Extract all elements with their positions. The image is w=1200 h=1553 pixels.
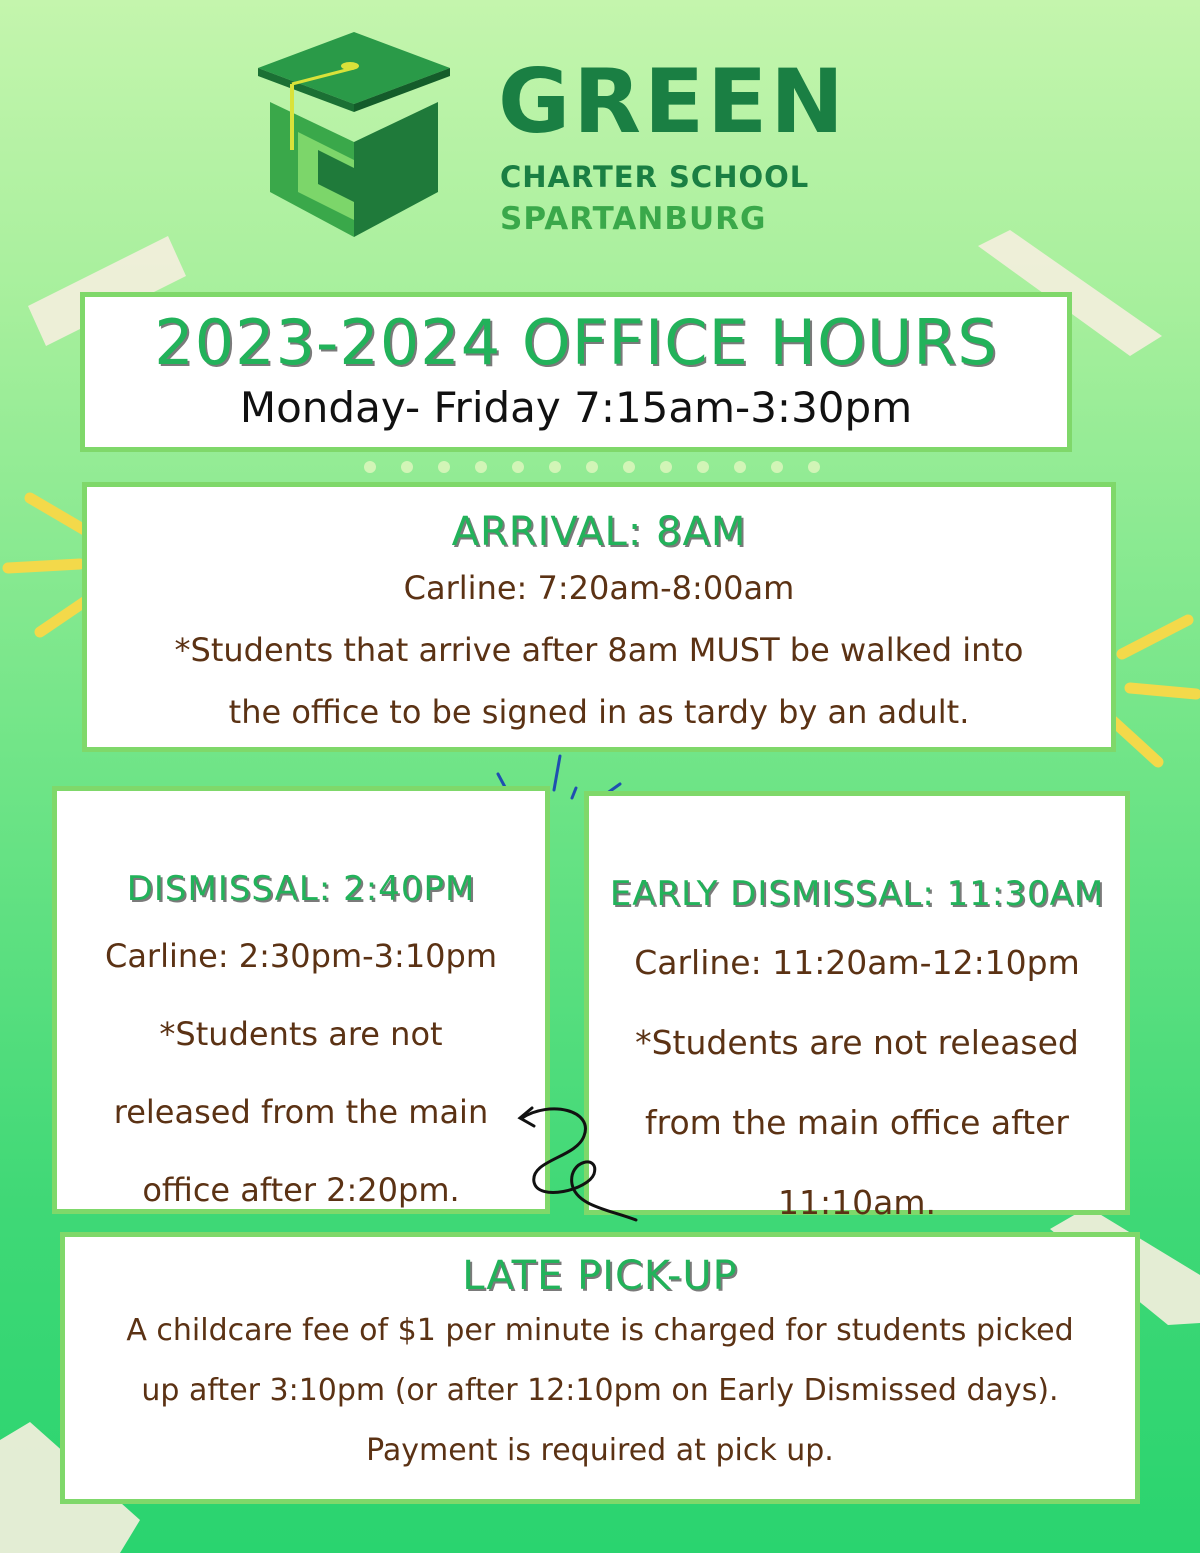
early-dismissal-note-line2: from the main office after [645,1103,1069,1142]
dismissal-note-line3: office after 2:20pm. [142,1171,460,1209]
dismissal-heading: DISMISSAL: 2:40PM [126,869,476,909]
curly-arrow-icon [510,1090,650,1230]
office-hours-card [80,292,1072,452]
dismissal-carline: Carline: 2:30pm-3:10pm [104,937,498,975]
office-hours-days: Monday- Friday 7:15am-3:30pm [239,383,913,433]
early-dismissal-carline: Carline: 11:20am-12:10pm [634,943,1080,982]
early-dismissal-heading: EARLY DISMISSAL: 11:30AM [609,874,1105,914]
arrival-heading: ARRIVAL: 8AM [451,509,747,555]
early-dismissal-card [584,791,1130,1222]
late-pickup-line3: Payment is required at pick up. [366,1433,834,1468]
late-pickup-line1: A childcare fee of $1 per minute is charged for students picked [126,1313,1074,1348]
arrival-card [82,482,1116,752]
office-hours-title: 2023-2024 OFFICE HOURS [154,306,998,379]
late-pickup-heading: LATE PICK-UP [462,1253,738,1299]
school-location: SPARTANBURG [500,201,767,237]
early-dismissal-note-line3: 11:10am. [778,1183,936,1222]
arrival-note-line1: *Students that arrive after 8am MUST be walked into [174,631,1024,669]
arrival-note-line2: the office to be signed in as tardy by an adult. [228,693,970,731]
dismissal-note-line1: *Students are not [159,1015,443,1053]
arrival-carline: Carline: 7:20am-8:00am [403,569,795,607]
dot-divider [362,459,822,475]
school-name: GREEN [498,50,847,153]
dismissal-card [52,786,550,1214]
late-pickup-card [60,1232,1140,1504]
early-dismissal-note-line1: *Students are not released [635,1023,1079,1062]
late-pickup-line2: up after 3:10pm (or after 12:10pm on Early Dismissed days). [141,1373,1059,1408]
dismissal-note-line2: released from the main [113,1093,489,1131]
school-type: CHARTER SCHOOL [500,160,810,194]
school-logo-icon [258,32,450,242]
